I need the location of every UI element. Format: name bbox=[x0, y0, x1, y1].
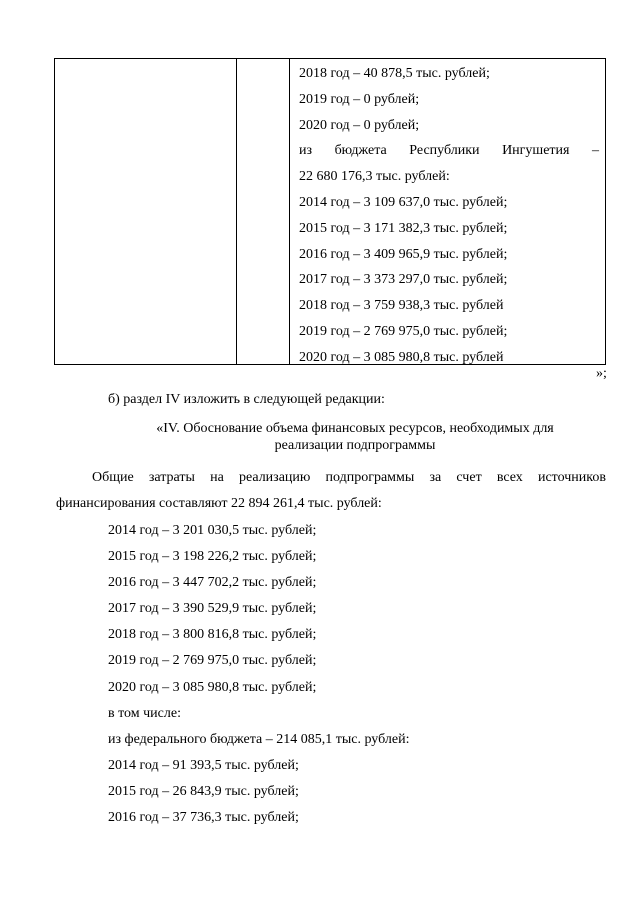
paragraph-line-1 bbox=[56, 470, 606, 486]
table-cell-word: Ингушетия bbox=[502, 143, 570, 159]
list-item: 2020 год – 3 085 980,8 тыс. рублей; bbox=[108, 679, 317, 695]
list-item: в том числе: bbox=[108, 705, 181, 721]
table-cell-line: 2019 год – 0 рублей; bbox=[299, 91, 420, 107]
paragraph-word: за bbox=[429, 470, 442, 485]
table-cell-line: 2016 год – 3 409 965,9 тыс. рублей; bbox=[299, 246, 508, 262]
program-table bbox=[54, 58, 606, 365]
list-item: 2015 год – 3 198 226,2 тыс. рублей; bbox=[108, 549, 317, 565]
table-cell-line: 2015 год – 3 171 382,3 тыс. рублей; bbox=[299, 220, 508, 236]
table-cell-word: Республики bbox=[409, 143, 480, 159]
paragraph-word: счет bbox=[456, 470, 482, 485]
list-item: 2018 год – 3 800 816,8 тыс. рублей; bbox=[108, 627, 317, 643]
table-cell-line: 2018 год – 40 878,5 тыс. рублей; bbox=[299, 66, 490, 81]
section-heading-line-1: «IV. Обоснование объема финансовых ресурсов, необходимых для bbox=[156, 421, 554, 436]
paragraph-word: подпрограммы bbox=[325, 470, 415, 485]
table-cell-word: бюджета bbox=[334, 143, 387, 159]
table-cell-funding bbox=[299, 61, 599, 371]
list-item: 2014 год – 3 201 030,5 тыс. рублей; bbox=[108, 523, 317, 538]
table-cell-line: 2020 год – 0 рублей; bbox=[299, 117, 420, 133]
table-cell-line: 2018 год – 3 759 938,3 тыс. рублей bbox=[299, 298, 504, 314]
list-item: 2016 год – 37 736,3 тыс. рублей; bbox=[108, 810, 299, 826]
table-cell-line: 2014 год – 3 109 637,0 тыс. рублей; bbox=[299, 194, 508, 210]
instruction-text: б) раздел IV изложить в следующей редакции: bbox=[108, 392, 385, 407]
closing-quote: »; bbox=[596, 366, 607, 381]
table-column-divider bbox=[289, 59, 290, 364]
paragraph-word: источников bbox=[537, 470, 606, 485]
table-cell-word: из bbox=[299, 143, 313, 159]
list-item: 2015 год – 26 843,9 тыс. рублей; bbox=[108, 783, 299, 799]
table-column-divider bbox=[236, 59, 237, 364]
section-heading-line-2: реализации подпрограммы bbox=[274, 438, 436, 453]
table-cell-line: 2017 год – 3 373 297,0 тыс. рублей; bbox=[299, 272, 508, 288]
paragraph-word: на bbox=[210, 470, 224, 485]
list-item: из федерального бюджета – 214 085,1 тыс. рублей: bbox=[108, 731, 410, 747]
list-item: 2014 год – 91 393,5 тыс. рублей; bbox=[108, 757, 299, 773]
list-item: 2017 год – 3 390 529,9 тыс. рублей; bbox=[108, 601, 317, 617]
list-item: 2016 год – 3 447 702,2 тыс. рублей; bbox=[108, 575, 317, 591]
table-cell-line bbox=[299, 138, 599, 164]
table-cell-word: – bbox=[591, 143, 599, 159]
paragraph-word: всех bbox=[496, 470, 523, 485]
table-cell-line: 22 680 176,3 тыс. рублей: bbox=[299, 169, 450, 185]
paragraph-word: реализацию bbox=[238, 470, 311, 485]
funding-list bbox=[108, 518, 409, 831]
paragraph-word: затраты bbox=[148, 470, 195, 485]
list-item: 2019 год – 2 769 975,0 тыс. рублей; bbox=[108, 653, 317, 669]
table-cell-line: 2020 год – 3 085 980,8 тыс. рублей bbox=[299, 349, 504, 365]
paragraph-line-2: финансирования составляют 22 894 261,4 тыс. рублей: bbox=[56, 496, 382, 511]
paragraph-word: Общие bbox=[92, 470, 134, 485]
table-cell-line: 2019 год – 2 769 975,0 тыс. рублей; bbox=[299, 323, 508, 339]
